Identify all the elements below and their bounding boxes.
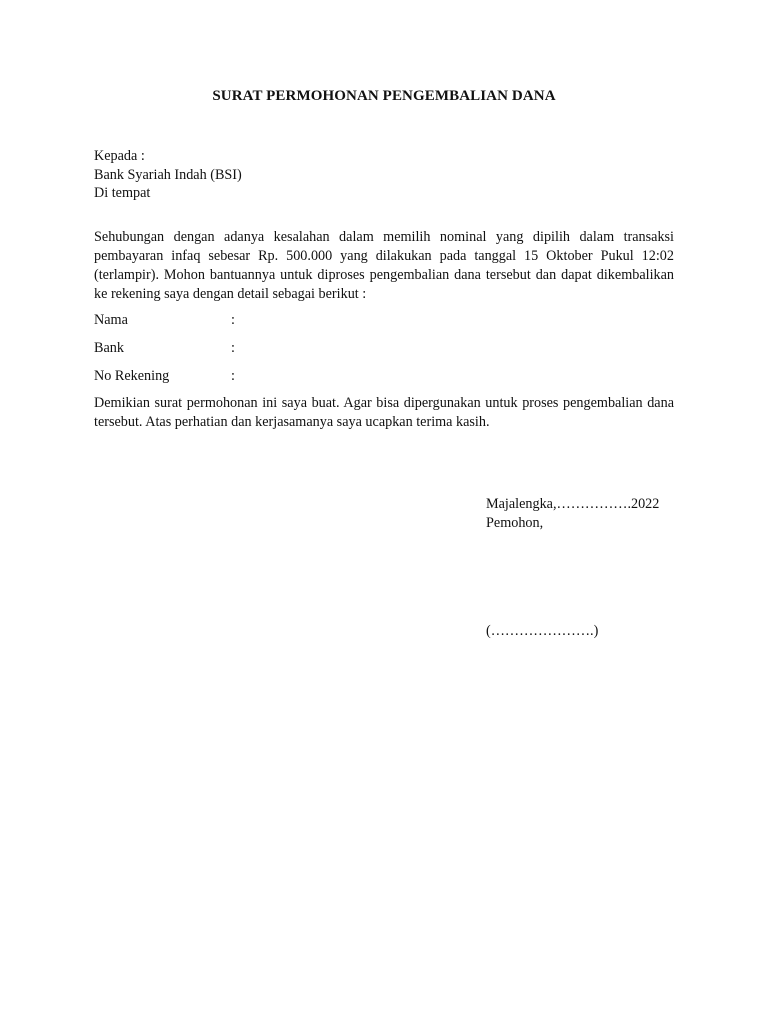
detail-label-bank: Bank xyxy=(94,340,124,356)
detail-label-no-rekening: No Rekening xyxy=(94,368,170,384)
detail-colon-bank: : xyxy=(231,340,235,356)
detail-row-no-rekening xyxy=(94,367,394,386)
recipient-greeting: Kepada : xyxy=(94,148,145,164)
signature-name-placeholder: (………………….) xyxy=(486,623,599,639)
recipient-name: Bank Syariah Indah (BSI) xyxy=(94,166,242,183)
signature-place-date: Majalengka,…………….2022 xyxy=(486,496,660,512)
recipient-location: Di tempat xyxy=(94,185,151,201)
detail-row-bank xyxy=(94,339,394,358)
detail-colon-nama: : xyxy=(231,312,235,328)
letter-title: SURAT PERMOHONAN PENGEMBALIAN DANA xyxy=(212,88,556,104)
detail-colon-no-rekening: : xyxy=(231,368,235,384)
closing-paragraph: Demikian surat permohonan ini saya buat. Agar bisa dipergunakan untuk proses pengembalian dana tersebut. Atas perhatian dan kerjasamanya saya ucapkan terima kasih. xyxy=(94,395,674,430)
signature-role: Pemohon, xyxy=(486,515,544,531)
opening-paragraph: Sehubungan dengan adanya kesalahan dalam memilih nominal yang dipilih dalam transaksi pembayaran infaq sebesar Rp. 500.000 yang dilakukan pada tanggal 15 Oktober Pukul 12:02 (terlampir). Mohon bantuannya untuk diproses pengembalian dana tersebut dan dapat dikembalikan ke rekening saya dengan detail sebagai berikut : xyxy=(94,229,674,302)
detail-row-nama xyxy=(94,311,394,330)
recipient-block xyxy=(94,147,242,203)
detail-label-nama: Nama xyxy=(94,312,128,328)
